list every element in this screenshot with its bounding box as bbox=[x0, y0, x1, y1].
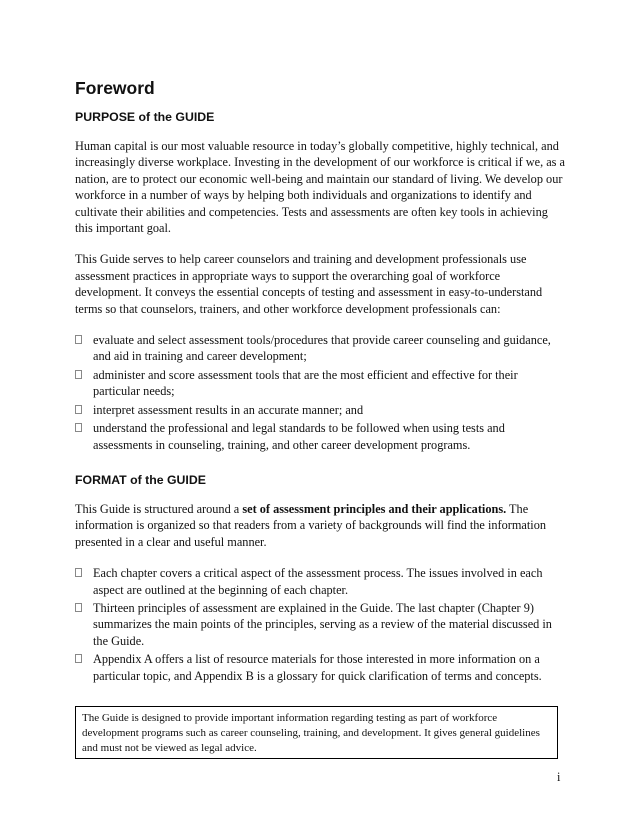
list-item: understand the professional and legal standards to be followed when using tests and assessments in counseling, training, and other career development programs. bbox=[75, 420, 565, 453]
purpose-paragraph-2: This Guide serves to help career counselors and training and development professionals use assessment practices in appropriate ways to support the overarching goal of workforce development. It conveys the essential concepts of testing and assessment in easy-to-understand terms so that counselors, trainers, and other workforce development professionals can: bbox=[75, 252, 543, 316]
format-paragraph-1: This Guide is structured around a set of assessment principles and their applications. The information is organized so that readers from a variety of backgrounds will find the information presented in a clear and useful manner. bbox=[75, 501, 547, 549]
checkbox-bullet-icon bbox=[75, 405, 82, 414]
list-item: Thirteen principles of assessment are explained in the Guide. The last chapter (Chapter 9) summarizes the main points of the principles, serving as a review of the material discussed in the Guide. bbox=[75, 600, 565, 649]
list-item: Each chapter covers a critical aspect of the assessment process. The issues involved in each aspect are outlined at the beginning of each chapter. bbox=[75, 565, 565, 598]
purpose-paragraph-1: Human capital is our most valuable resource in today’s globally competitive, highly technical, and increasingly diverse workplace. Investing in the development of our workforce is critical if we, as a nation, are to protect our economic well-being and maintain our standard of living. We develop our workforce in a number of ways by helping both individuals and organizations to identify and cultivate their abilities and competencies. Tests and assessments are often key tools in achieving this important goal. bbox=[75, 139, 565, 236]
checkbox-bullet-icon bbox=[75, 370, 82, 379]
disclaimer-box: The Guide is designed to provide important information regarding testing as part of workforce development programs such as career counseling, training, and development. It gives general guidelines and must not be viewed as legal advice. bbox=[75, 706, 558, 759]
document-page bbox=[75, 78, 565, 759]
checkbox-bullet-icon bbox=[75, 568, 82, 577]
format-bullet-list bbox=[75, 565, 565, 684]
checkbox-bullet-icon bbox=[75, 603, 82, 612]
purpose-heading: PURPOSE of the GUIDE bbox=[75, 110, 215, 124]
checkbox-bullet-icon bbox=[75, 423, 82, 432]
list-item: administer and score assessment tools that are the most efficient and effective for their particular needs; bbox=[75, 367, 565, 400]
checkbox-bullet-icon bbox=[75, 335, 82, 344]
checkbox-bullet-icon bbox=[75, 654, 82, 663]
list-item: interpret assessment results in an accurate manner; and bbox=[75, 402, 565, 418]
format-emphasis: set of assessment principles and their applications. bbox=[242, 501, 507, 516]
list-item: evaluate and select assessment tools/procedures that provide career counseling and guidance, and aid in training and career development; bbox=[75, 332, 565, 365]
list-item: Appendix A offers a list of resource materials for those interested in more information on a particular topic, and Appendix B is a glossary for quick clarification of terms and concepts. bbox=[75, 651, 565, 684]
page-title: Foreword bbox=[75, 78, 155, 98]
page-number: i bbox=[557, 770, 561, 784]
format-heading: FORMAT of the GUIDE bbox=[75, 472, 206, 487]
purpose-bullet-list bbox=[75, 332, 565, 453]
